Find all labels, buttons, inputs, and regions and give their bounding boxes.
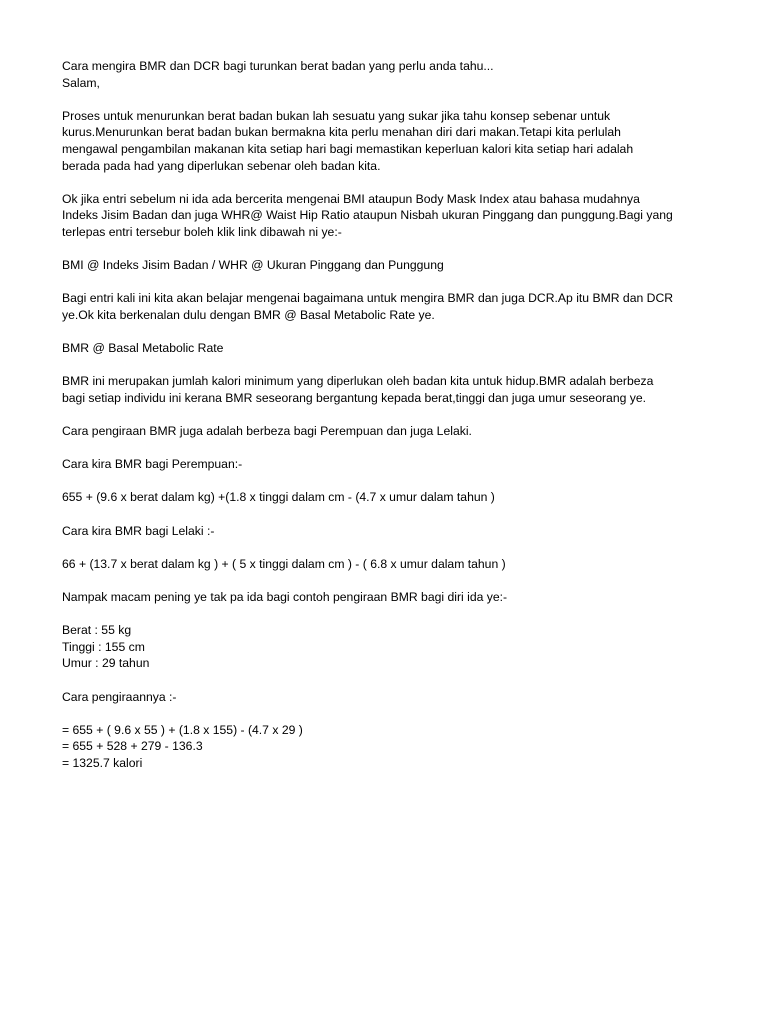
female-heading: Cara kira BMR bagi Perempuan:- (62, 457, 243, 472)
paragraph-gap (62, 440, 722, 457)
title-line: Cara mengira BMR dan DCR bagi turunkan berat badan yang perlu anda tahu... (62, 59, 494, 73)
paragraph-gap (62, 705, 722, 722)
document-body (62, 58, 722, 772)
height-line: Tinggi : 155 cm (62, 639, 145, 654)
calc-step: = 1325.7 kalori (62, 755, 143, 770)
previous-entry-line: terlepas entri tersebur boleh klik link dibawah ni ye:- (62, 224, 342, 239)
previous-entry-line: Indeks Jisim Badan dan juga WHR@ Waist Hip Ratio ataupun Nisbah ukuran Pinggang dan punggung.Bagi yang (62, 208, 673, 223)
this-entry-line: Bagi entri kali ini kita akan belajar mengenai bagaimana untuk mengira BMR dan juga DCR.Ap itu BMR dan DCR (62, 291, 674, 306)
previous-entry-paragraph (62, 191, 722, 241)
paragraph-gap (62, 672, 722, 689)
male-heading: Cara kira BMR bagi Lelaki :- (62, 523, 215, 538)
paragraph-gap (62, 606, 722, 623)
stats-block (62, 622, 722, 672)
calc-step: = 655 + ( 9.6 x 55 ) + (1.8 x 155) - (4.7 x 29 ) (62, 722, 303, 737)
this-entry-line: ye.Ok kita berkenalan dulu dengan BMR @ Basal Metabolic Rate ye. (62, 307, 435, 322)
paragraph-gap (62, 539, 722, 556)
male-formula: 66 + (13.7 x berat dalam kg ) + ( 5 x tinggi dalam cm ) - ( 6.8 x umur dalam tahun ) (62, 556, 506, 571)
paragraph-gap (62, 357, 722, 374)
paragraph-gap (62, 572, 722, 589)
calc-step: = 655 + 528 + 279 - 136.3 (62, 739, 203, 754)
intro-line: Proses untuk menurunkan berat badan bukan lah sesuatu yang sukar jika tahu konsep sebenar untuk (62, 108, 611, 123)
links-line: BMI @ Indeks Jisim Badan / WHR @ Ukuran Pinggang dan Punggung (62, 258, 444, 273)
paragraph-gap (62, 324, 722, 341)
paragraph-gap (62, 274, 722, 291)
paragraph-gap (62, 91, 722, 108)
bmr-definition-line: bagi setiap individu ini kerana BMR seseorang bergantung kepada berat,tinggi dan juga umur seseorang ye. (62, 390, 647, 405)
bmr-definition-paragraph (62, 373, 722, 406)
paragraph-gap (62, 506, 722, 523)
intro-line: kurus.Menurunkan berat badan bukan bermakna kita perlu menahan diri dari makan.Tetapi kita perlulah (62, 125, 621, 140)
paragraph-gap (62, 406, 722, 423)
intro-line: berada pada had yang diperlukan sebenar oleh badan kita. (62, 158, 381, 173)
bmr-definition-line: BMR ini merupakan jumlah kalori minimum yang diperlukan oleh badan kita untuk hidup.BMR adalah berbeza (62, 374, 654, 389)
example-intro: Nampak macam pening ye tak pa ida bagi contoh pengiraan BMR bagi diri ida ye:- (62, 590, 508, 604)
paragraph-gap (62, 174, 722, 191)
intro-line: mengawal pengambilan makanan kita setiap hari bagi memastikan keperluan kalori kita setiap hari adalah (62, 141, 634, 156)
female-formula: 655 + (9.6 x berat dalam kg) +(1.8 x tinggi dalam cm - (4.7 x umur dalam tahun ) (62, 490, 495, 505)
paragraph-gap (62, 473, 722, 490)
calc-steps-block (62, 722, 722, 772)
this-entry-paragraph (62, 290, 722, 323)
greeting: Salam, (62, 75, 100, 90)
intro-paragraph (62, 108, 722, 174)
age-line: Umur : 29 tahun (62, 656, 150, 671)
calc-heading: Cara pengiraannya :- (62, 689, 177, 704)
gender-note: Cara pengiraan BMR juga adalah berbeza bagi Perempuan dan juga Lelaki. (62, 424, 472, 439)
paragraph-gap (62, 241, 722, 258)
weight-line: Berat : 55 kg (62, 623, 132, 638)
bmr-heading: BMR @ Basal Metabolic Rate (62, 341, 224, 356)
previous-entry-line: Ok jika entri sebelum ni ida ada bercerita mengenai BMI ataupun Body Mask Index atau bahasa mudahnya (62, 191, 640, 206)
